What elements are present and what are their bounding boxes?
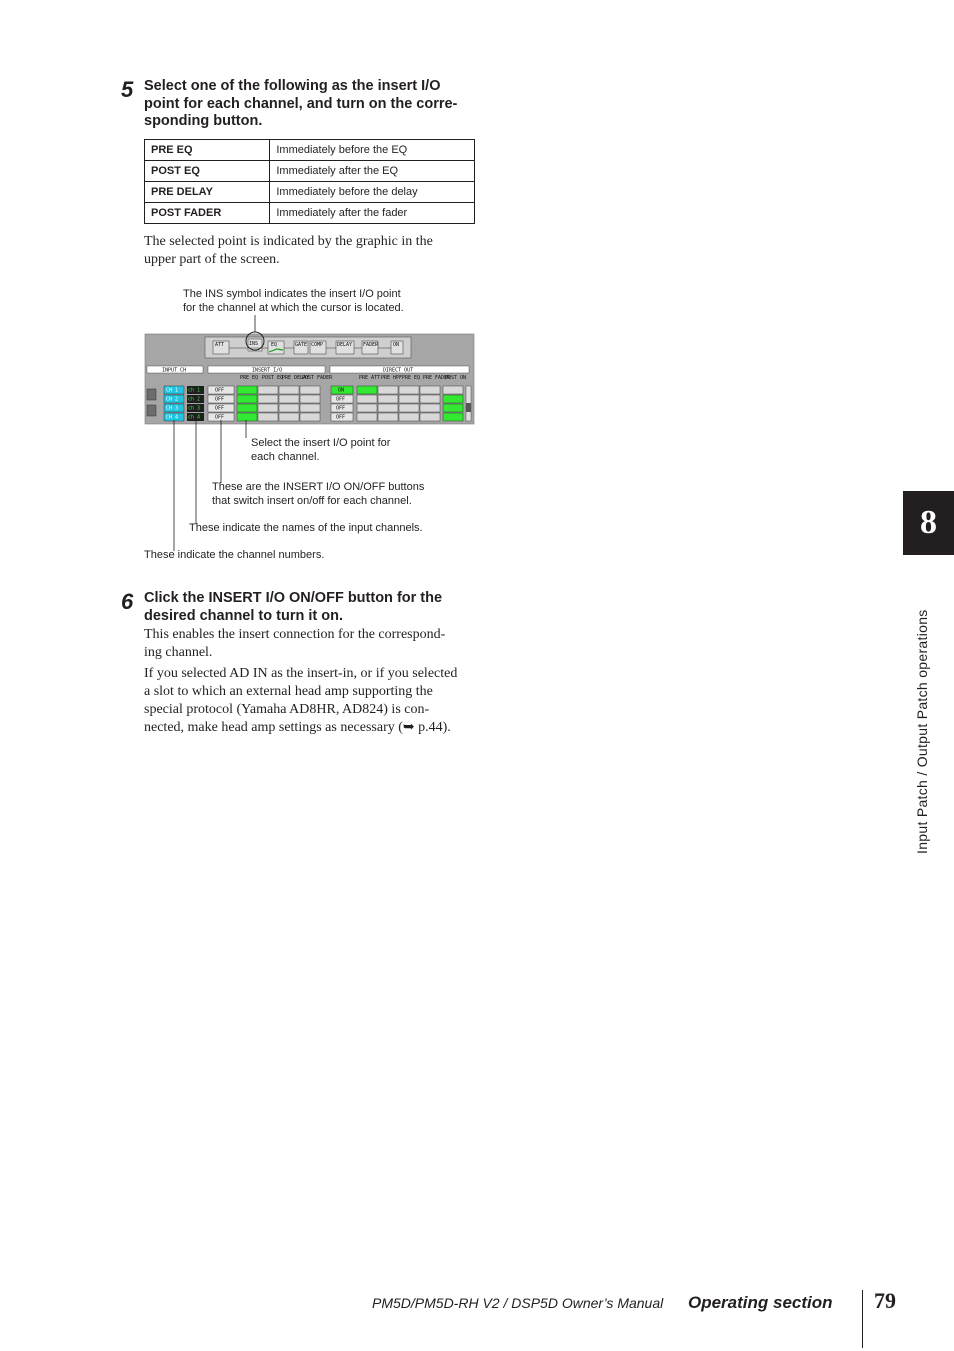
paragraph-line: ing channel. (144, 645, 213, 660)
direct-column-header: PRE ATT (359, 375, 381, 381)
footer-manual-title: PM5D/PM5D-RH V2 / DSP5D Owner’s Manual (372, 1295, 664, 1311)
block-label: INS (249, 341, 259, 347)
insert-io-header: INSERT I/O (252, 367, 283, 374)
callout-line: Select the insert I/O point for (251, 437, 391, 449)
table-cell-point: PRE EQ (145, 140, 270, 161)
footer-divider (862, 1290, 863, 1348)
step-5-heading-line: point for each channel, and turn on the corre- (144, 95, 458, 112)
page-number: 79 (874, 1288, 896, 1313)
block-label: ON (393, 342, 400, 348)
callout-line: that switch insert on/off for each channel. (212, 494, 412, 507)
callout-line: The INS symbol indicates the insert I/O point (183, 288, 401, 300)
paragraph-line: special protocol (Yamaha AD8HR, AD824) is con- (144, 702, 430, 717)
insert-column-header: PRE DELAY (282, 375, 310, 381)
step-6-paragraph-1 (144, 626, 484, 662)
callout-on-off-buttons (212, 481, 482, 508)
direct-out-header: DIRECT OUT (383, 367, 414, 374)
insert-on-off-button: OFF (215, 396, 225, 403)
chapter-title: Input Patch / Output Patch operations (914, 609, 930, 854)
callout-line: each channel. (251, 450, 320, 463)
insert-io-screen (0, 0, 954, 600)
insert-column-header: POST EQ (262, 375, 284, 381)
callout-select-point (251, 437, 471, 464)
insert-column-header: PRE EQ (240, 375, 259, 381)
paragraph-line: a slot to which an external head amp supporting the (144, 684, 433, 699)
block-label: DELAY (337, 342, 353, 348)
direct-column-header: PRE FADER (423, 375, 451, 381)
scroll-left-icon (147, 389, 156, 400)
paragraph-line: This enables the insert connection for the correspond- (144, 627, 446, 642)
block-label: GATE (295, 342, 308, 348)
table-cell-point: POST EQ (145, 161, 270, 182)
step-number-6: 6 (121, 589, 134, 614)
insert-on-off-button: OFF (215, 414, 225, 421)
channel-number: CH 4 (166, 414, 179, 421)
channel-number: CH 3 (166, 405, 179, 412)
callout-channel-numbers: These indicate the channel numbers. (144, 549, 325, 561)
paragraph-line: If you selected AD IN as the insert-in, or if you selected (144, 666, 458, 681)
insert-on-off-button: OFF (215, 405, 225, 412)
direct-column-header: PRE EQ (402, 375, 421, 381)
channel-name: ch 3 (188, 405, 201, 412)
channel-number: CH 1 (166, 387, 179, 394)
step-number-5: 5 (121, 77, 134, 102)
step-6-heading (144, 590, 484, 625)
block-label: FADER (363, 342, 379, 348)
direct-on-off-button: ON (338, 387, 345, 394)
channel-number: CH 2 (166, 396, 179, 403)
paragraph-line: upper part of the screen. (144, 252, 280, 267)
paragraph-line: The selected point is indicated by the graphic in the (144, 234, 433, 249)
direct-on-off-button: OFF (336, 405, 346, 412)
block-label: COMP (311, 342, 324, 348)
table-cell-description: Immediately before the EQ (270, 140, 475, 161)
block-label: EQ (271, 342, 278, 348)
step-5-heading-line: Select one of the following as the insert I/O (144, 78, 441, 94)
step-6-heading-line: desired channel to turn it on. (144, 607, 343, 624)
step-6-heading-line: Click the INSERT I/O ON/OFF button for the (144, 590, 443, 606)
chapter-tab: 8 (903, 491, 954, 555)
table-cell-description: Immediately before the delay (270, 182, 475, 203)
table-cell-point: PRE DELAY (145, 182, 270, 203)
channel-name: ch 1 (188, 387, 201, 394)
callout-line: These are the INSERT I/O ON/OFF buttons (212, 481, 425, 493)
callout-channel-names: These indicate the names of the input channels. (189, 522, 423, 534)
insert-on-off-button: OFF (215, 387, 225, 394)
block-label: ATT (215, 342, 225, 348)
direct-column-header: POST ON (445, 375, 467, 381)
channel-name: ch 2 (188, 396, 201, 403)
step-6-paragraph-2 (144, 665, 484, 737)
direct-on-off-button: OFF (336, 414, 346, 421)
table-cell-point: POST FADER (145, 203, 270, 224)
input-ch-header: INPUT CH (162, 367, 187, 374)
callout-line: for the channel at which the cursor is located. (183, 301, 404, 314)
paragraph-line: nected, make head amp settings as necessary (➥ p.44). (144, 720, 451, 735)
direct-on-off-button: OFF (336, 396, 346, 403)
footer-section-title: Operating section (688, 1293, 833, 1312)
step-5-heading-line: sponding button. (144, 113, 263, 129)
scroll-left-icon (147, 405, 156, 416)
channel-name: ch 4 (188, 414, 201, 421)
table-cell-description: Immediately after the EQ (270, 161, 475, 182)
insert-column-header: POST FADER (302, 375, 333, 381)
table-cell-description: Immediately after the fader (270, 203, 475, 224)
direct-column-header: PRE HPF (381, 375, 403, 381)
scrollbar-thumb (466, 403, 471, 412)
